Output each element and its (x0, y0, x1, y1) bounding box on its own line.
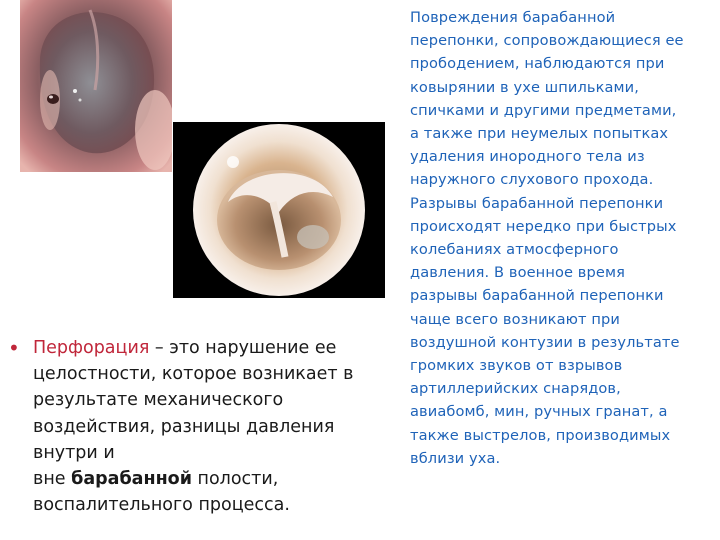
definition-line-6-pre: вне (33, 469, 72, 490)
description-text: Повреждения барабанной перепонки, сопровождающиеся ее прободением, наблюдаются при ковырянии в ухе шпильками, спичками и другими предметами, а также при неумелых попытках удаления инородного тела из наружного слухового прохода. Разрывы барабанной перепонки происходят нередко при быстрых колебаниях атмосферного давления. В военное время разрывы барабанной перепонки чаще всего возникают при воздушной контузии в результате громких звуков от взрывов артиллерийских снарядов, авиабомб, мин, ручных гранат, а также выстрелов, производимых вблизи уха. (410, 9, 684, 467)
eardrum-perforation-photo (20, 0, 172, 172)
definition-line-6-post: полости, (191, 469, 279, 490)
definition-line-7: воспалительного процесса. (33, 495, 290, 516)
definition-text (33, 335, 393, 518)
term-tympanic: барабанной (71, 469, 192, 490)
definition-line-1 (33, 335, 393, 361)
definition-line-4: воздействия, разницы давления (33, 416, 335, 437)
definition-line-6 (33, 466, 393, 492)
definition-line-2: целостности, которое возникает в (33, 364, 354, 385)
definition-bullet (8, 335, 393, 518)
definition-line-5: внутри и (33, 442, 115, 463)
term-perforation: Перфорация (33, 338, 150, 358)
definition-line-3: результате механического (33, 390, 284, 411)
bullet-marker: • (8, 336, 20, 360)
otoscope-photo (173, 122, 385, 298)
definition-line-1-rest: – это нарушение ее (149, 338, 337, 358)
